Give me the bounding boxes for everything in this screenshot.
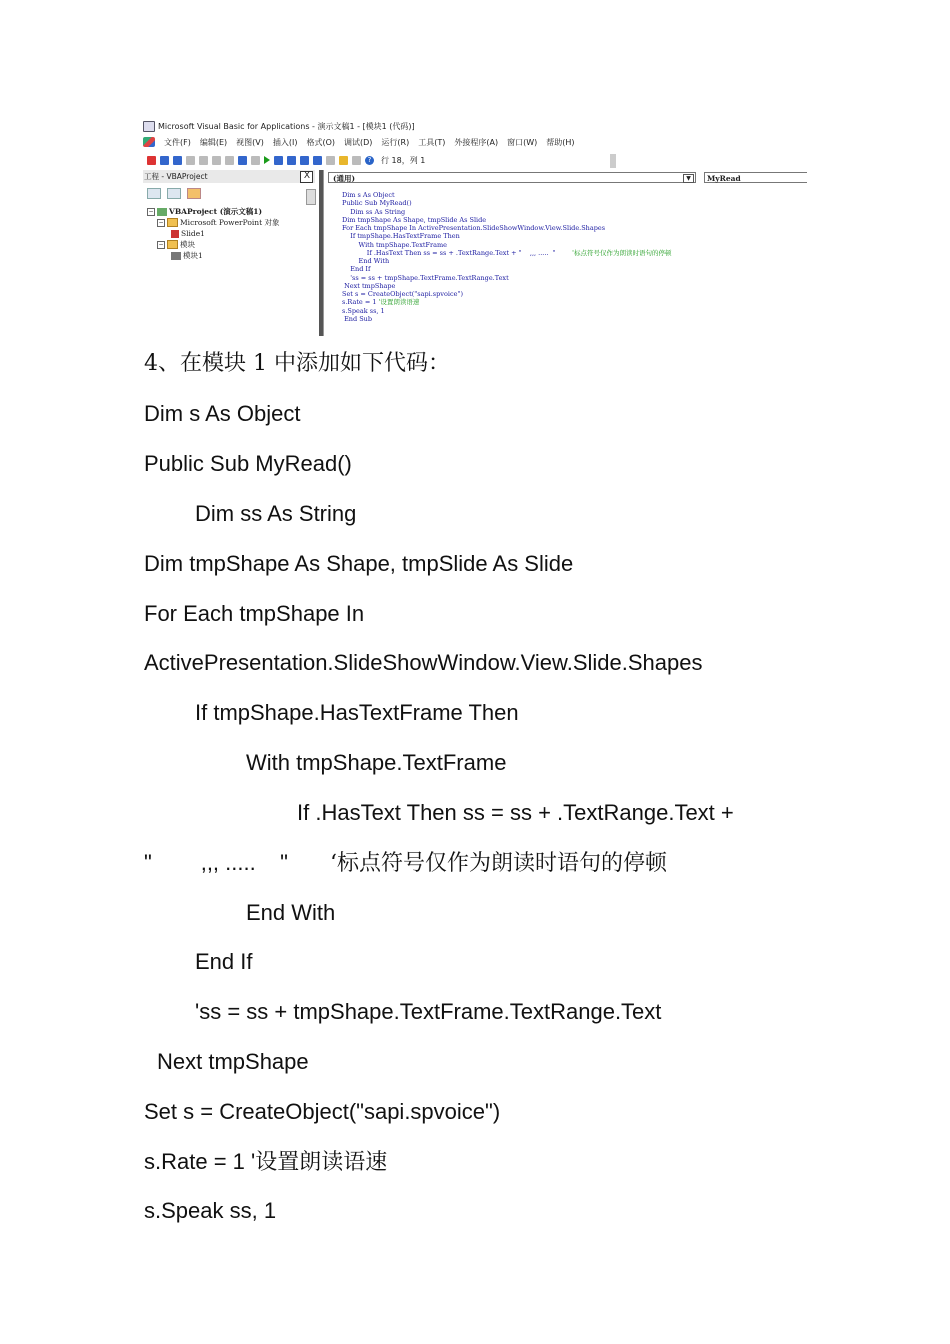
vba-editor-screenshot xyxy=(143,118,807,336)
object-dropdown[interactable] xyxy=(328,172,696,183)
code-line: End If xyxy=(342,265,371,274)
project-pane-label: 工程 - VBAProject xyxy=(144,172,208,181)
module-icon xyxy=(171,252,181,260)
doc-code-comment: ‘标点符号仅作为朗读时语句的停顿 xyxy=(329,851,667,876)
doc-code-line xyxy=(144,848,667,879)
close-icon[interactable]: X xyxy=(300,171,313,183)
doc-code-line: Dim tmpShape As Shape, tmpSlide As Slide xyxy=(144,551,574,576)
doc-code-line: With tmpShape.TextFrame xyxy=(246,750,507,775)
code-line xyxy=(342,249,671,257)
step-heading: 4、在模块 1 中添加如下代码： xyxy=(144,351,450,376)
collapse-icon[interactable]: − xyxy=(148,207,154,215)
find-icon[interactable] xyxy=(225,156,234,165)
tree-objects-label: Microsoft PowerPoint 对象 xyxy=(180,218,280,227)
view-powerpoint-icon[interactable] xyxy=(147,156,156,165)
code-comment: '设置朗读语速 xyxy=(378,298,420,307)
folder-icon xyxy=(167,240,178,249)
doc-code-line: End If xyxy=(195,949,253,974)
doc-code-line xyxy=(144,1147,387,1178)
tree-project-label: VBAProject (演示文稿1) xyxy=(169,207,263,216)
code-line: For Each tmpShape In ActivePresentation.SlideShowWindow.View.Slide.Shapes xyxy=(342,224,606,232)
procedure-dropdown[interactable] xyxy=(704,172,807,183)
vbaproject-icon xyxy=(157,208,167,216)
project-tree xyxy=(147,206,280,261)
copy-icon[interactable] xyxy=(199,156,208,165)
doc-code-line: 'ss = ss + tmpShape.TextFrame.TextRange.Text xyxy=(195,999,662,1024)
menu-insert[interactable]: 插入(I) xyxy=(272,137,298,147)
cut-icon[interactable] xyxy=(186,156,195,165)
toggle-folders-icon[interactable] xyxy=(187,188,201,199)
project-pane-title xyxy=(143,170,315,183)
vba-logo-icon xyxy=(143,137,155,147)
doc-code-line: ActivePresentation.SlideShowWindow.View.Slide.Shapes xyxy=(144,650,703,675)
project-explorer-icon[interactable] xyxy=(313,156,322,165)
design-mode-icon[interactable] xyxy=(300,156,309,165)
vba-toolbar xyxy=(147,153,425,167)
project-pane-scrollbar[interactable] xyxy=(306,189,316,205)
doc-code-line: If .HasText Then ss = ss + .TextRange.Text + xyxy=(297,800,734,825)
doc-code-text: s.Rate = 1 ' xyxy=(144,1149,256,1174)
menu-file[interactable]: 文件(F) xyxy=(164,137,191,147)
menu-tools[interactable]: 工具(T) xyxy=(418,137,446,147)
code-line: With tmpShape.TextFrame xyxy=(342,240,448,249)
doc-code-comment: 设置朗读语速 xyxy=(255,1150,388,1175)
tree-slide-node[interactable] xyxy=(147,228,280,239)
code-editor-text[interactable] xyxy=(342,191,671,323)
doc-code-line: If tmpShape.HasTextFrame Then xyxy=(195,700,519,725)
menu-help[interactable]: 帮助(H) xyxy=(546,137,575,147)
code-line: Dim tmpShape As Shape, tmpSlide As Slide xyxy=(342,215,487,224)
object-browser-icon[interactable] xyxy=(339,156,348,165)
toolbox-icon[interactable] xyxy=(352,156,361,165)
procedure-dropdown-value: MyRead xyxy=(707,174,741,183)
object-dropdown-value: (通用) xyxy=(333,174,356,183)
tree-slide-label: Slide1 xyxy=(181,229,205,238)
vba-app-icon xyxy=(143,121,155,132)
menu-debug[interactable]: 调试(D) xyxy=(344,137,373,147)
vba-window-title: Microsoft Visual Basic for Applications - 演示文稿1 - [模块1 (代码)] xyxy=(158,121,415,131)
chevron-down-icon[interactable]: ▼ xyxy=(683,174,694,183)
reset-icon[interactable] xyxy=(287,156,296,165)
code-line xyxy=(342,298,671,306)
menu-window[interactable]: 窗口(W) xyxy=(507,137,538,147)
doc-code-line: End With xyxy=(246,900,336,925)
collapse-icon[interactable]: − xyxy=(158,240,164,248)
code-line: End With xyxy=(342,257,390,265)
undo-icon[interactable] xyxy=(238,156,247,165)
project-pane-toolbar xyxy=(147,188,201,199)
vba-title-bar xyxy=(143,120,415,132)
menu-view[interactable]: 视图(V) xyxy=(236,137,264,147)
menu-addins[interactable]: 外接程序(A) xyxy=(454,137,499,147)
doc-code-text: " ,,, ..... " xyxy=(144,850,288,875)
tree-module-label: 模块1 xyxy=(183,251,203,260)
doc-code-line: s.Speak ss, 1 xyxy=(144,1198,277,1223)
menu-run[interactable]: 运行(R) xyxy=(381,137,410,147)
break-icon[interactable] xyxy=(274,156,283,165)
collapse-icon[interactable]: − xyxy=(158,218,164,226)
code-line: 'ss = ss + tmpShape.TextFrame.TextRange.Text xyxy=(342,273,509,282)
save-icon[interactable] xyxy=(173,156,182,165)
code-line: Dim ss As String xyxy=(342,207,406,216)
code-line: End Sub xyxy=(342,314,373,323)
properties-icon[interactable] xyxy=(326,156,335,165)
cursor-position: 行 18，列 1 xyxy=(381,155,426,165)
tree-project-node[interactable] xyxy=(147,206,280,217)
redo-icon[interactable] xyxy=(251,156,260,165)
tree-modules-label: 模块 xyxy=(180,240,195,249)
code-line: s.Speak ss, 1 xyxy=(342,306,385,315)
paste-icon[interactable] xyxy=(212,156,221,165)
doc-code-line: Next tmpShape xyxy=(157,1049,309,1074)
view-object-icon[interactable] xyxy=(167,188,181,199)
code-line-text: s.Rate = 1 xyxy=(342,298,379,307)
vba-menu-bar xyxy=(143,136,575,148)
code-pane[interactable] xyxy=(323,170,807,336)
menu-format[interactable]: 格式(O) xyxy=(306,137,336,147)
run-icon[interactable] xyxy=(264,156,270,164)
folder-icon xyxy=(167,218,178,227)
menu-edit[interactable]: 编辑(E) xyxy=(199,137,228,147)
code-comment: '标点符号仅作为朗读时语句的停顿 xyxy=(572,248,672,257)
toolbar-grip[interactable] xyxy=(610,154,616,168)
tree-modules-node[interactable] xyxy=(147,239,280,250)
tree-module-node[interactable] xyxy=(147,250,280,261)
doc-code-line: For Each tmpShape In xyxy=(144,601,365,626)
code-line: Set s = CreateObject("sapi.spvoice") xyxy=(342,290,463,298)
code-line: Next tmpShape xyxy=(342,281,396,290)
insert-module-icon[interactable] xyxy=(160,156,169,165)
doc-code-line: Set s = CreateObject("sapi.spvoice") xyxy=(144,1099,501,1124)
code-line: Dim s As Object xyxy=(342,191,395,199)
doc-code-line: Dim ss As String xyxy=(195,501,357,526)
code-line: Public Sub MyRead() xyxy=(342,199,412,208)
doc-code-line: Dim s As Object xyxy=(144,401,301,426)
view-code-icon[interactable] xyxy=(147,188,161,199)
help-icon[interactable]: ? xyxy=(365,156,374,165)
doc-code-line: Public Sub MyRead() xyxy=(144,451,352,476)
code-line-text: If .HasText Then ss = ss + .TextRange.Text + " ,,, ..... " xyxy=(342,248,556,257)
code-line: If tmpShape.HasTextFrame Then xyxy=(342,232,460,241)
tree-objects-node[interactable] xyxy=(147,217,280,228)
slide-icon xyxy=(171,230,179,238)
